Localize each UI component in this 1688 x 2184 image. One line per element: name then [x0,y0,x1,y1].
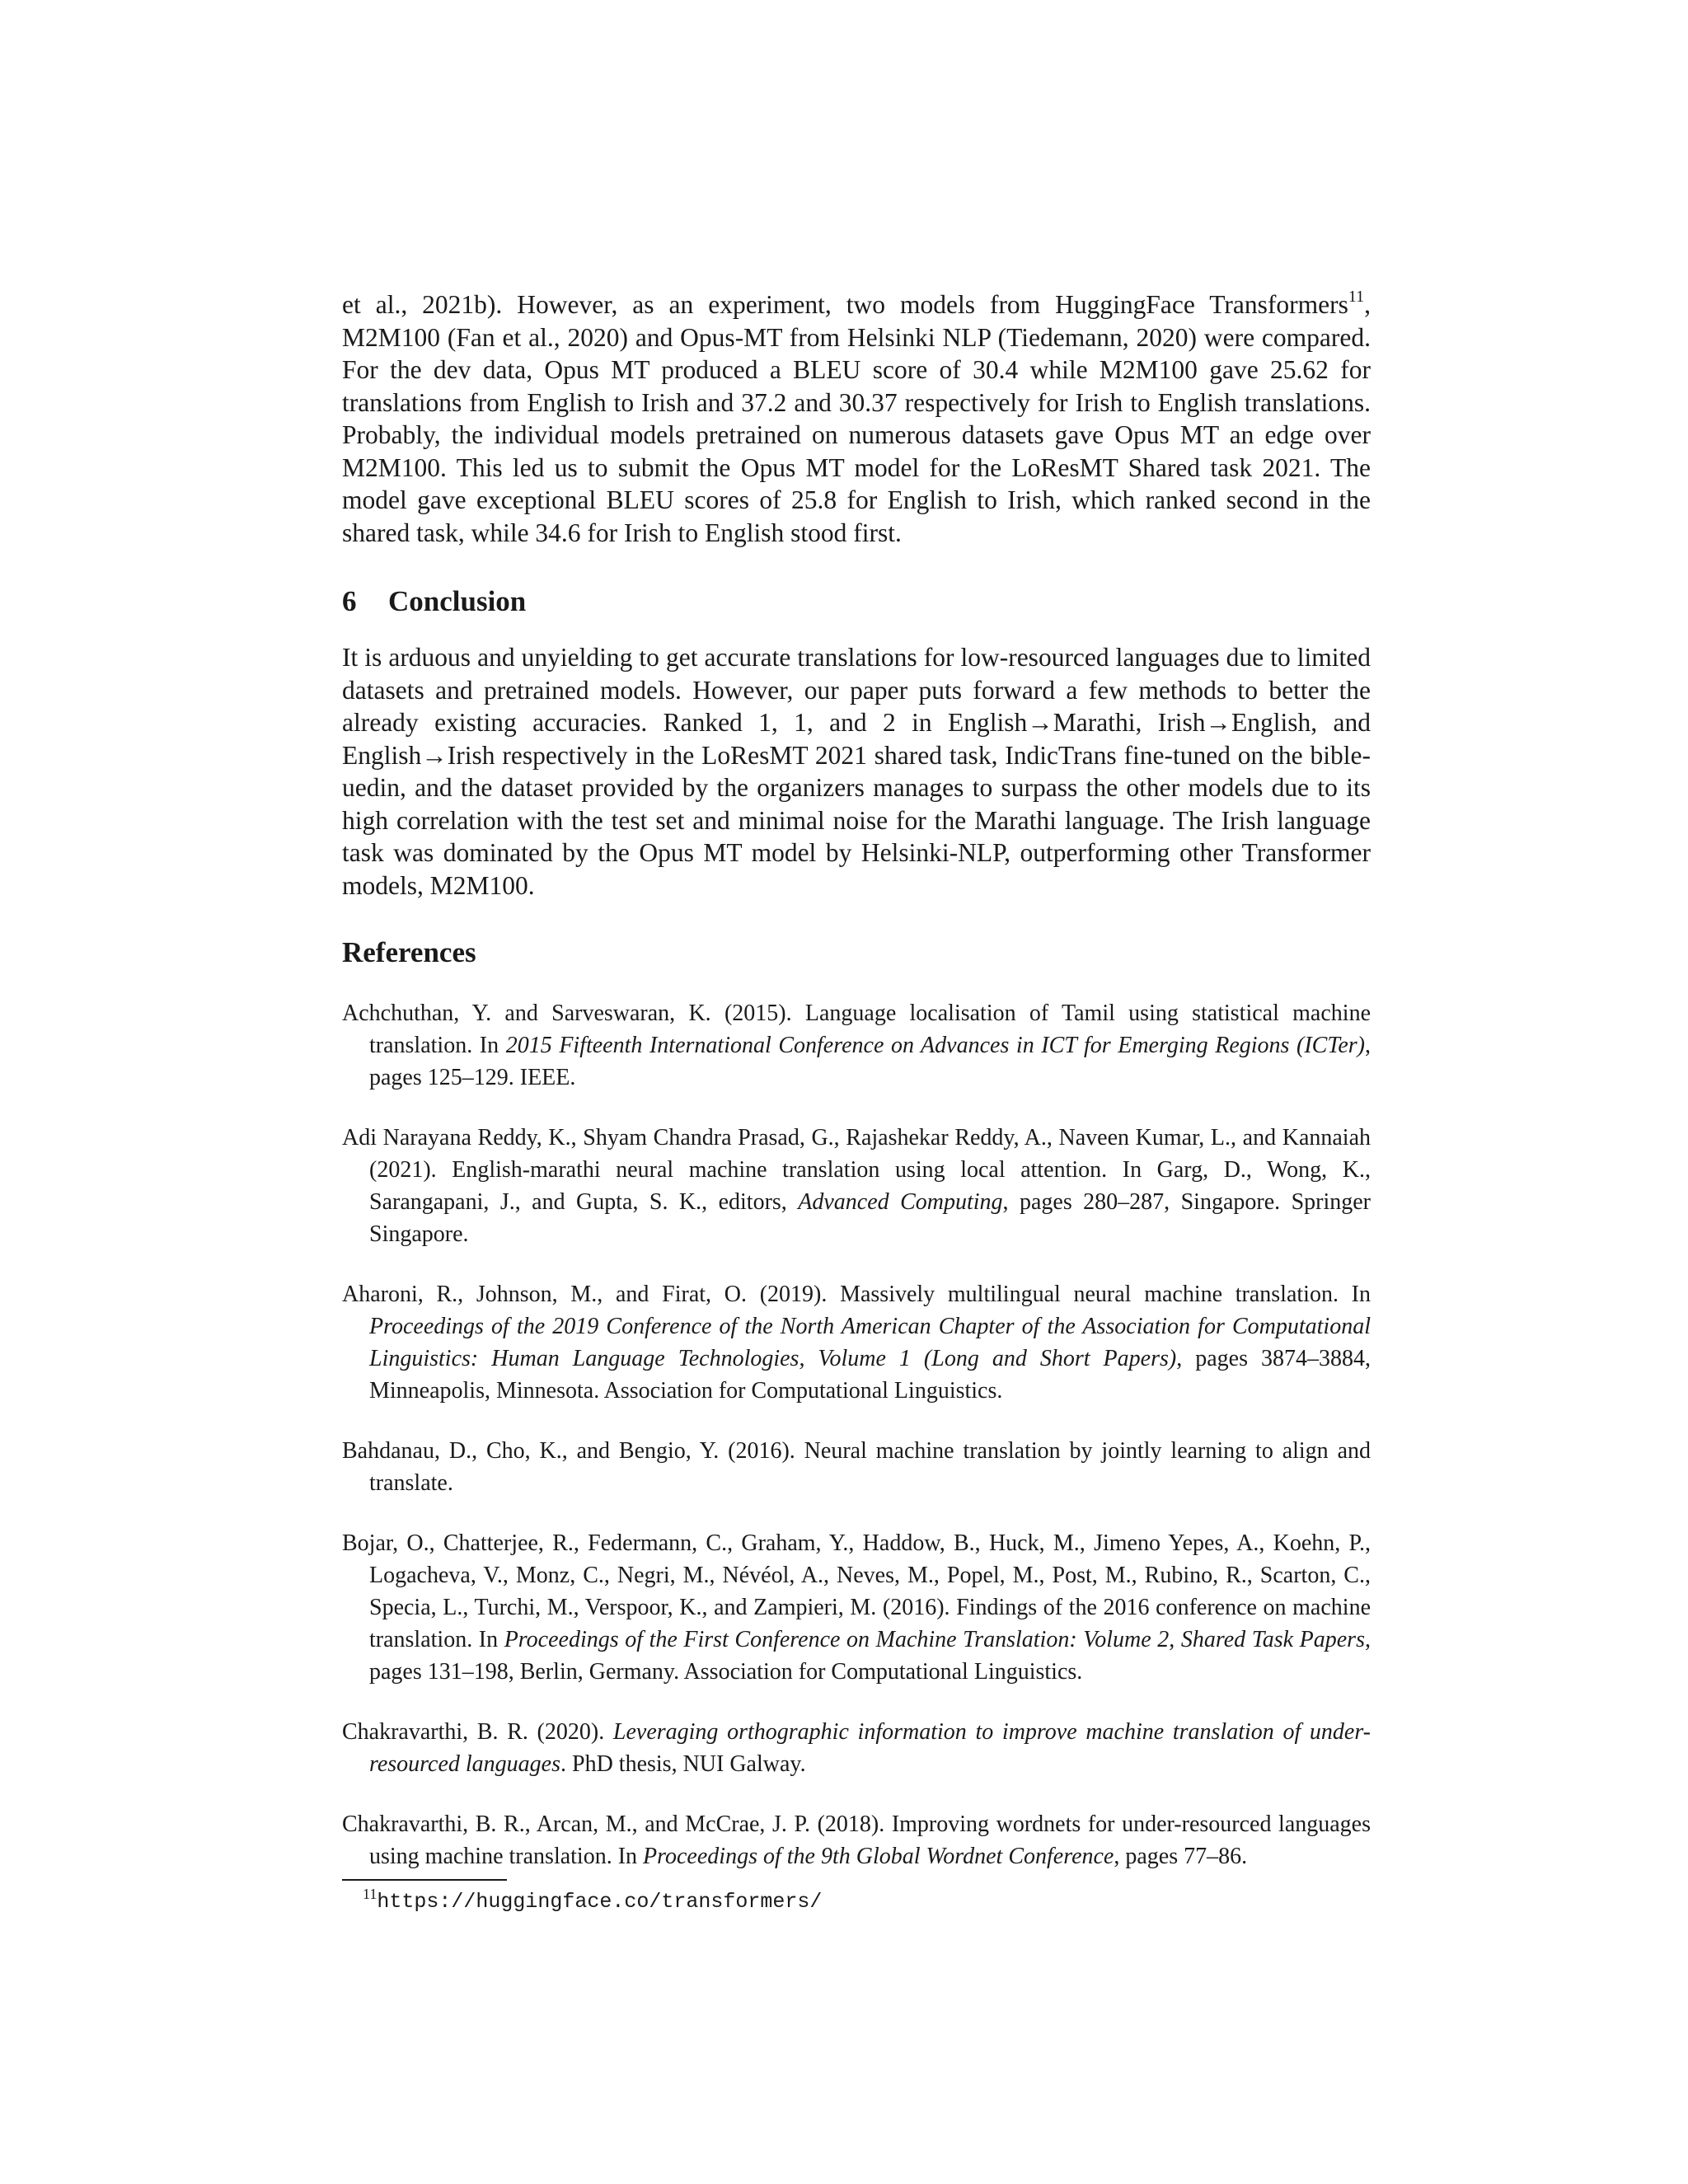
reference-venue: Advanced Computing [798,1189,1003,1215]
footnote [363,1887,822,1915]
reference-list [342,997,1371,1872]
reference-venue: Proceedings of the 2019 Conference of the North American Chapter of the Association for Computational Linguistics: Human Language Technologies, Volume 1 (Long and Short Papers) [369,1314,1371,1371]
reference-item [342,1808,1371,1872]
reference-item [342,1716,1371,1780]
reference-item [342,1278,1371,1407]
reference-text: Adi Narayana Reddy, K., Shyam Chandra Prasad, G., Rajashekar Reddy, A., Naveen Kumar, L., and Kannaiah (2021). English-marathi neural machine translation using local attention. In Garg, D., Wong, K., Sarangapani, J., and Gupta, S. K., editors, [342,1125,1371,1215]
intro-text-2: , M2M100 (Fan et al., 2020) and Opus-MT from Helsinki NLP (Tiedemann, 2020) were compared. For the dev data, Opus MT produced a BLEU score of 30.4 while M2M100 gave 25.62 for translations from English to Irish and 37.2 and 30.37 respectively for Irish to English translations. Probably, the individual models pretrained on numerous datasets gave Opus MT an edge over M2M100. This led us to submit the Opus MT model for the LoResMT Shared task 2021. The model gave exceptional BLEU scores of 25.8 for English to Irish, which ranked second in the shared task, while 34.6 for Irish to English stood first. [342,290,1371,547]
reference-text: Chakravarthi, B. R., Arcan, M., and McCrae, J. P. (2018). Improving wordnets for under-resourced languages using machine translation. In [342,1811,1371,1869]
reference-text-tail: . PhD thesis, NUI Galway. [560,1751,806,1777]
reference-text-tail: , pages 280–287, Singapore. Springer Singapore. [369,1189,1372,1247]
footnote-number: 11 [363,1886,377,1902]
reference-text-tail: , pages 131–198, Berlin, Germany. Association for Computational Linguistics. [369,1627,1371,1685]
reference-venue: Proceedings of the First Conference on Machine Translation: Volume 2, Shared Task Papers [504,1627,1365,1652]
reference-item [342,1527,1371,1688]
footnote-url-link[interactable]: https://huggingface.co/transformers/ [377,1890,823,1914]
reference-text-tail: , pages 77–86. [1114,1844,1248,1869]
footnote-divider [342,1879,507,1881]
reference-item [342,1435,1371,1499]
reference-item [342,1122,1371,1250]
reference-text-tail: , pages 3874–3884, Minneapolis, Minnesota. Association for Computational Linguistics. [369,1346,1371,1404]
intro-paragraph [342,288,1371,549]
page-content [342,288,1371,1900]
reference-text-tail: , pages 125–129. IEEE. [369,1033,1371,1090]
reference-text: Aharoni, R., Johnson, M., and Firat, O. (2019). Massively multilingual neural machine translation. In [342,1282,1371,1307]
footnote-mark[interactable]: 11 [1348,288,1365,306]
reference-text: Bahdanau, D., Cho, K., and Bengio, Y. (2016). Neural machine translation by jointly learning to align and translate. [342,1438,1371,1496]
reference-venue: 2015 Fifteenth International Conference on Advances in ICT for Emerging Regions (ICTer) [505,1033,1365,1058]
reference-item [342,997,1371,1094]
conclusion-heading [342,585,1371,618]
conclusion-paragraph: It is arduous and unyielding to get accurate translations for low-resourced languages due to limited datasets and pretrained models. However, our paper puts forward a few methods to better the already existing accuracies. Ranked 1, 1, and 2 in English→Marathi, Irish→English, and English→Irish respectively in the LoResMT 2021 shared task, IndicTrans fine-tuned on the bible-uedin, and the dataset provided by the organizers manages to surpass the other models due to its high correlation with the test set and minimal noise for the Marathi language. The Irish language task was dominated by the Opus MT model by Helsinki-NLP, outperforming other Transformer models, M2M100. [342,643,1371,900]
reference-text: Bojar, O., Chatterjee, R., Federmann, C., Graham, Y., Haddow, B., Huck, M., Jimeno Yepes, A., Koehn, P., Logacheva, V., Monz, C., Negri, M., Névéol, A., Neves, M., Popel, M., Post, M., Rubino, R., Scarton, C., Specia, L., Turchi, M., Verspoor, K., and Zampieri, M. (2016). Findings of the 2016 conference on machine translation. In [342,1530,1371,1652]
references-heading: References [342,936,476,968]
reference-text: Chakravarthi, B. R. (2020). [342,1719,613,1745]
section-number: 6 [342,585,357,617]
section-title: Conclusion [388,585,527,617]
reference-text: Achchuthan, Y. and Sarveswaran, K. (2015). Language localisation of Tamil using statistical machine translation. In [342,1001,1371,1058]
reference-venue: Proceedings of the 9th Global Wordnet Conference [643,1844,1114,1869]
reference-venue: Leveraging orthographic information to improve machine translation of under-resourced languages [369,1719,1371,1777]
intro-text-1: et al., 2021b). However, as an experiment, two models from HuggingFace Transformers [342,290,1348,319]
